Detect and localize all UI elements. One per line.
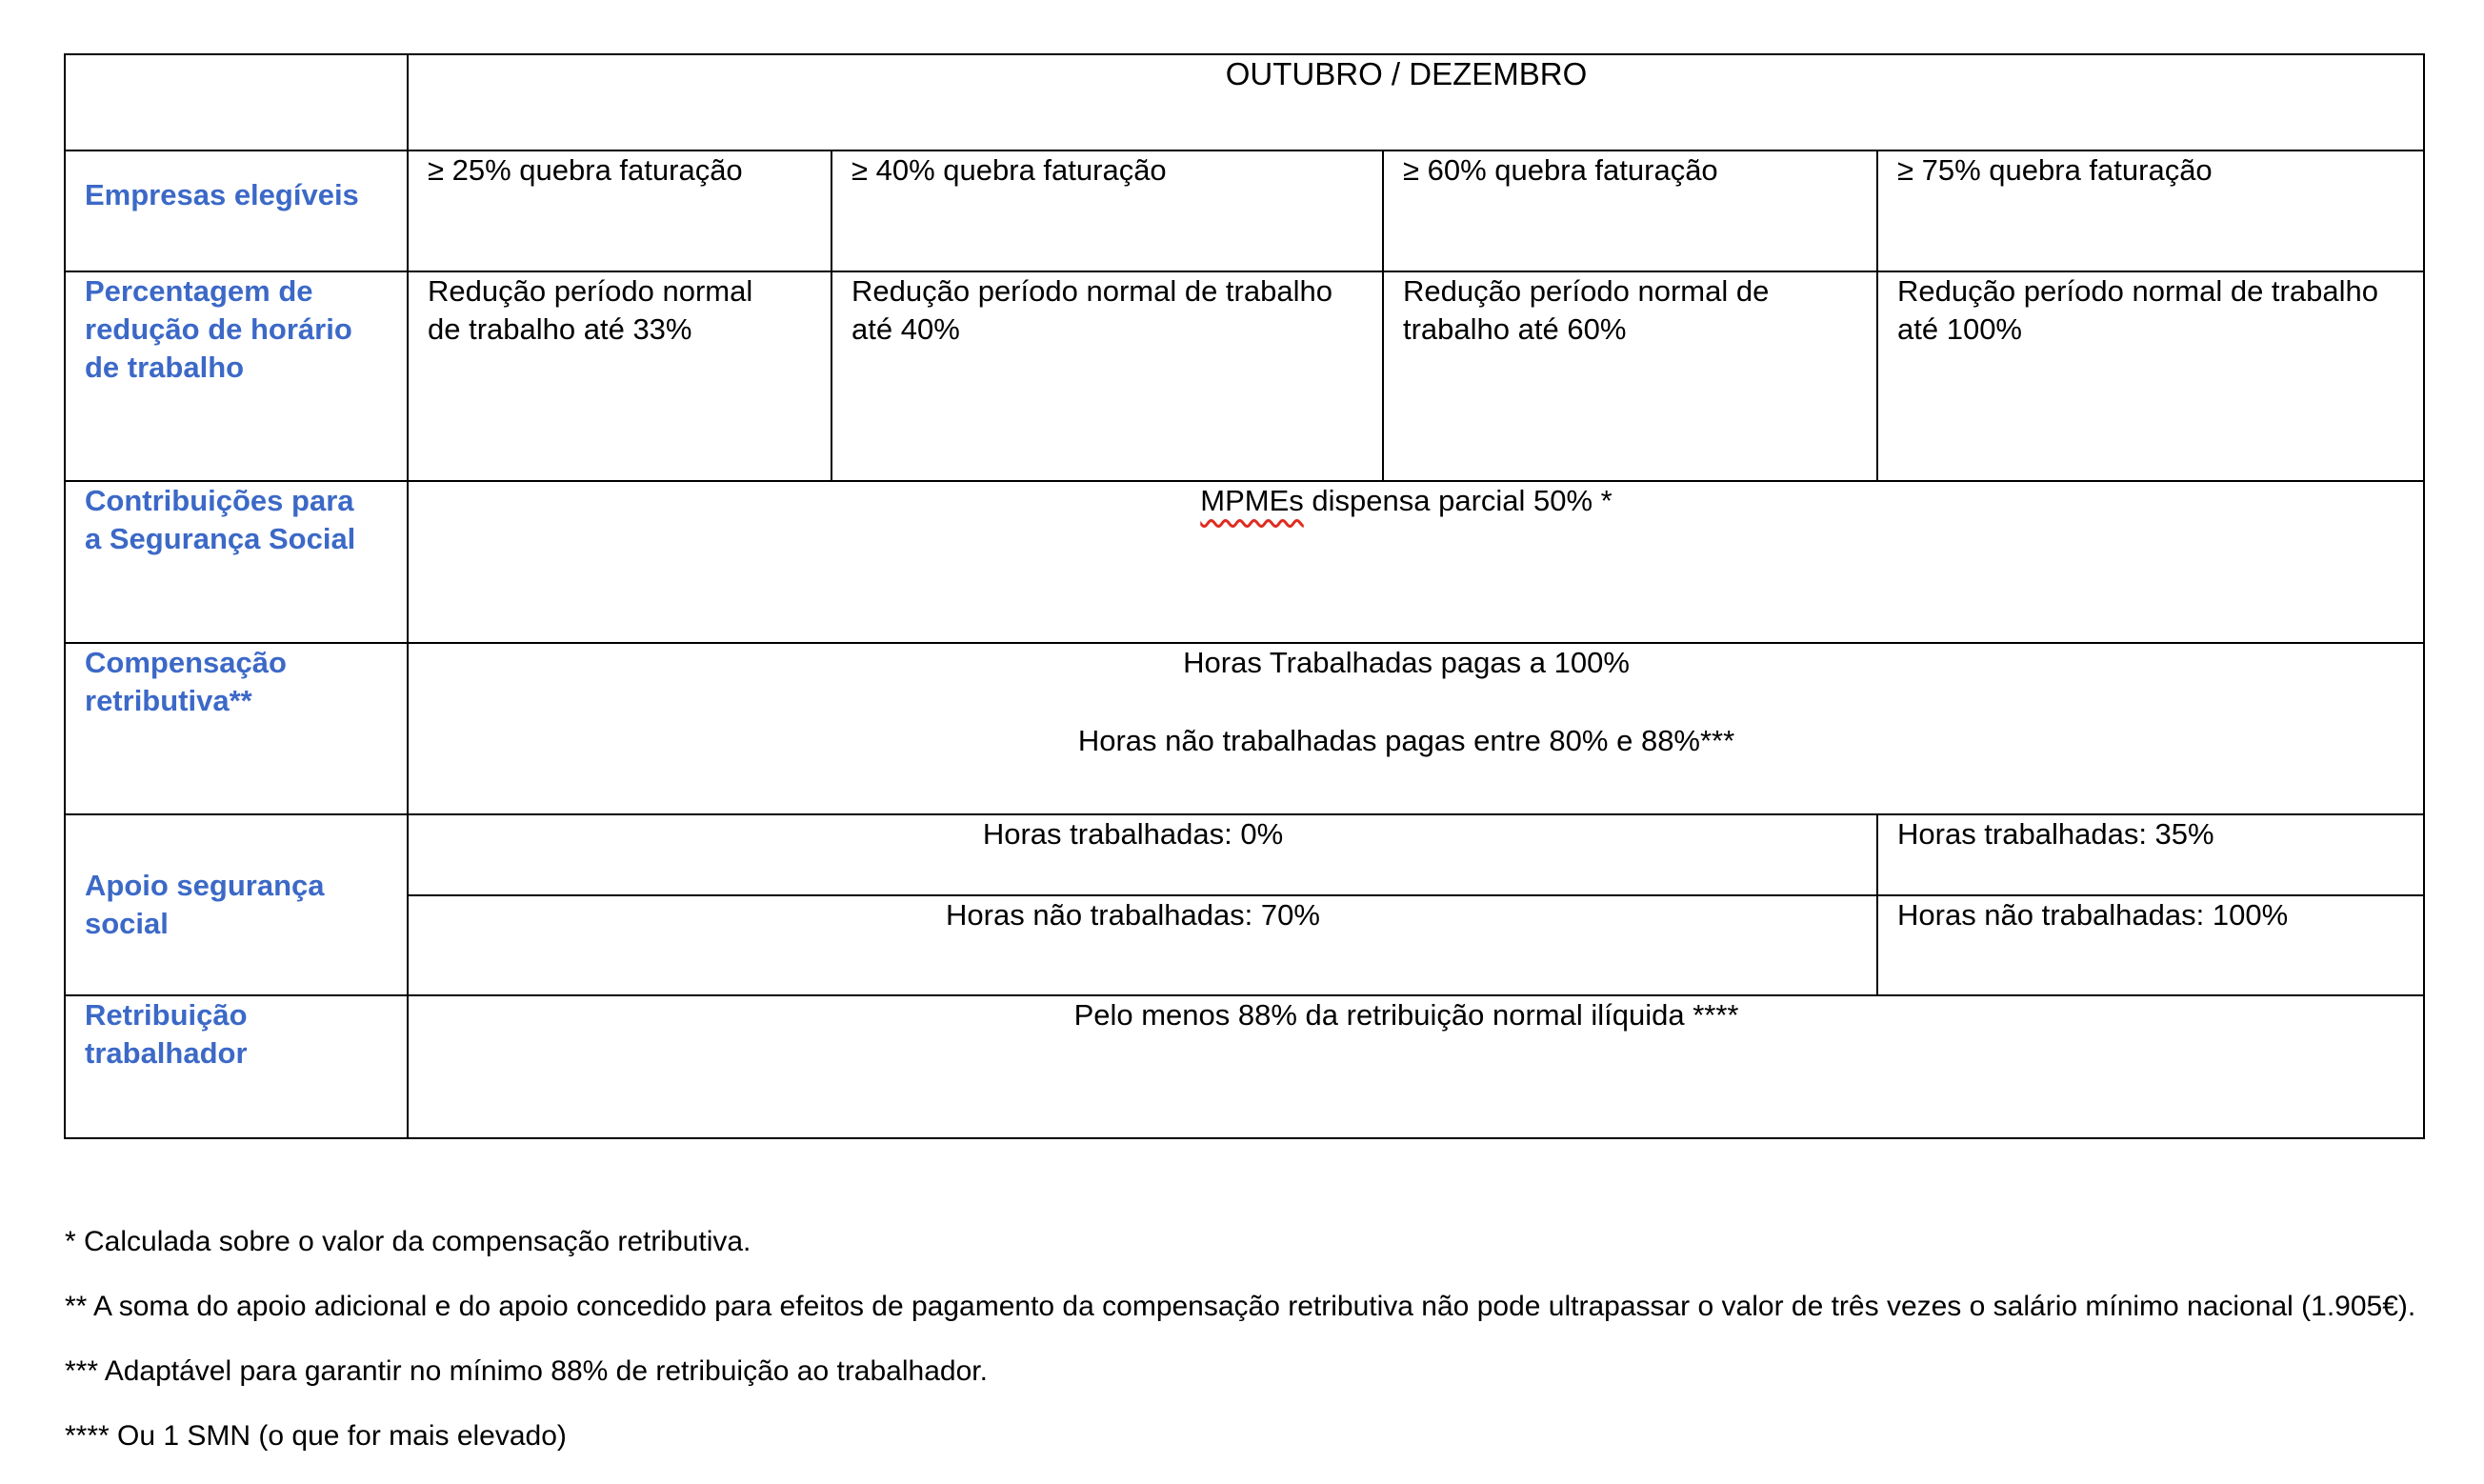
cell-reducao-40: Redução período normal de trabalho até 40% — [831, 271, 1383, 481]
cell-apoio-not-worked-main: Horas não trabalhadas: 70% — [408, 895, 1877, 995]
row-label-retribuicao: Retribuição trabalhador — [65, 995, 408, 1138]
empty-corner-cell — [65, 54, 408, 150]
row-label-percentagem: Percentagem de redução de horário de trabalho — [65, 271, 408, 481]
compensacao-line-not-worked: Horas não trabalhadas pagas entre 80% e 88%*** — [1077, 724, 1735, 757]
row-label-compensacao: Compensação retributiva** — [65, 643, 408, 814]
support-measures-table — [64, 53, 2425, 1139]
table-row — [65, 995, 2424, 1138]
period-header-cell: OUTUBRO / DEZEMBRO — [408, 54, 2424, 150]
cell-empresas-75: ≥ 75% quebra faturação — [1877, 150, 2424, 271]
row-label-apoio: Apoio segurança social — [65, 814, 408, 995]
cell-reducao-60: Redução período normal de trabalho até 60% — [1383, 271, 1877, 481]
table-row — [65, 814, 2424, 895]
cell-reducao-100: Redução período normal de trabalho até 100% — [1877, 271, 2424, 481]
table-row — [65, 271, 2424, 481]
footnote-4: **** Ou 1 SMN (o que for mais elevado) — [65, 1420, 567, 1452]
cell-empresas-25: ≥ 25% quebra faturação — [408, 150, 831, 271]
table-row — [65, 481, 2424, 643]
cell-apoio-worked-main: Horas trabalhadas: 0% — [408, 814, 1877, 895]
footnotes-section — [65, 1225, 2446, 1484]
row-label-empresas: Empresas elegíveis — [65, 150, 408, 271]
cell-empresas-60: ≥ 60% quebra faturação — [1383, 150, 1877, 271]
footnote-2: ** A soma do apoio adicional e do apoio concedido para efeitos de pagamento da compensação retributiva não pode ultrapassar o valor de três vezes o salário mínimo nacional (1.905€). — [65, 1291, 2416, 1322]
footnote-3: *** Adaptável para garantir no mínimo 88% de retribuição ao trabalhador. — [65, 1355, 988, 1387]
compensacao-line-worked: Horas Trabalhadas pagas a 100% — [1183, 646, 1630, 679]
cell-compensacao-value — [408, 643, 2424, 814]
table-row — [65, 54, 2424, 150]
cell-reducao-33: Redução período normal de trabalho até 33% — [408, 271, 831, 481]
contribuicoes-value-text: dispensa parcial 50% * — [1303, 484, 1613, 517]
cell-empresas-40: ≥ 40% quebra faturação — [831, 150, 1383, 271]
table-row — [65, 643, 2424, 814]
table-row — [65, 150, 2424, 271]
spellcheck-squiggle-word: MPMEs — [1200, 484, 1304, 517]
cell-apoio-not-worked-last: Horas não trabalhadas: 100% — [1877, 895, 2424, 995]
row-label-contribuicoes: Contribuições para a Segurança Social — [65, 481, 408, 643]
footnote-1: * Calculada sobre o valor da compensação retributiva. — [65, 1226, 751, 1257]
cell-contribuicoes-value — [408, 481, 2424, 643]
cell-retribuicao-value: Pelo menos 88% da retribuição normal ilíquida **** — [408, 995, 2424, 1138]
cell-apoio-worked-last: Horas trabalhadas: 35% — [1877, 814, 2424, 895]
table-row — [65, 895, 2424, 995]
